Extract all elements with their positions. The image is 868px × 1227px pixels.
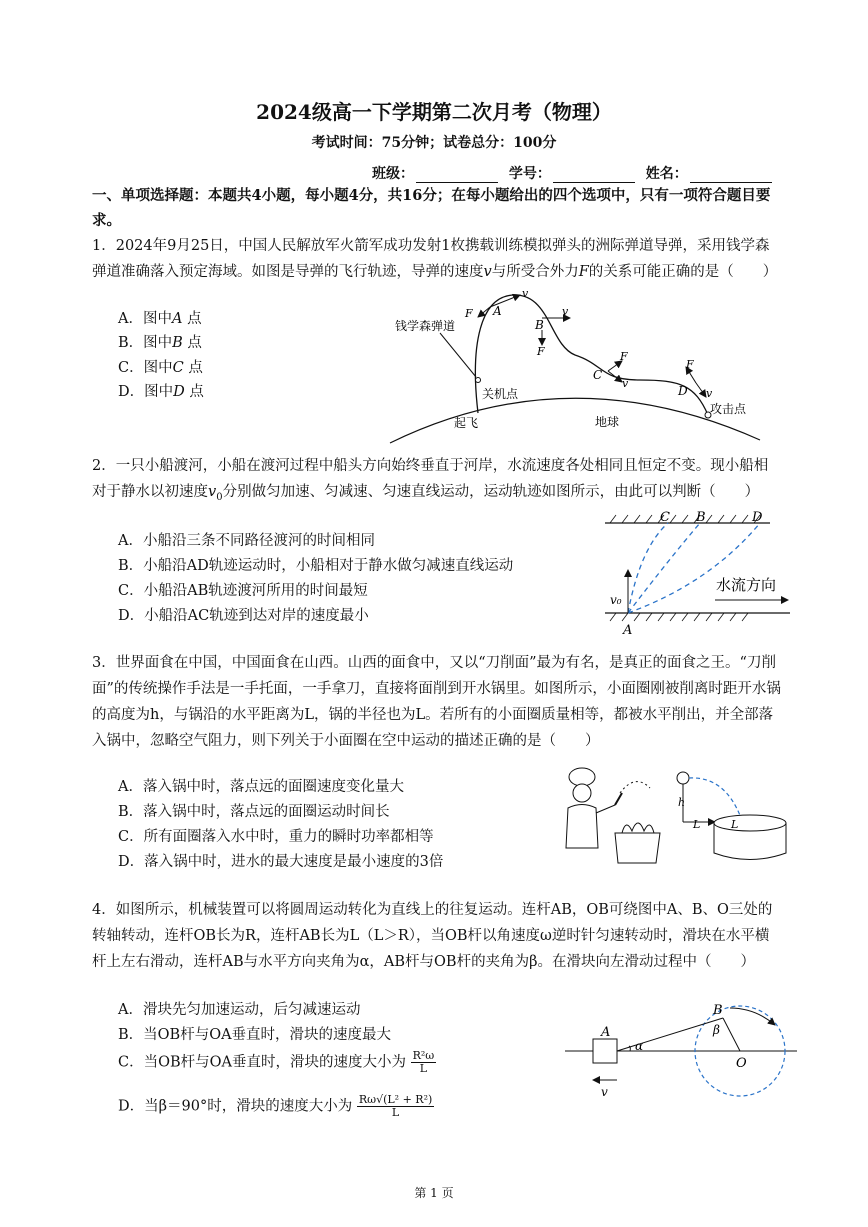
- question-1-stem: 1．2024年9月25日，中国人民解放军火箭军成功发射1枚携载训练模拟弹头的洲际弹道导弹，采用钱学森弹道准确落入预定海域。如图是导弹的飞行轨迹，导弹的速度v与所受合外力F的关系可能正确的是（ ）: [92, 238, 778, 280]
- svg-text:L: L: [731, 818, 739, 831]
- label-launch: 起飞: [454, 416, 479, 430]
- question-4-stem: 4．如图所示，机械装置可以将圆周运动转化为直线上的往复运动。连杆AB，OB可绕图中A、B、O三处的转轴转动，连杆OB长为R，连杆AB长为L（L＞R），当OB杆以角速度ω逆时针匀速转动时，滑块在水平横杆上左右滑动，连杆AB与水平方向夹角为α，AB杆与OB杆的夹角为β。在滑块向左滑动过程中（ ）: [92, 902, 773, 970]
- q4-option-b[interactable]: B．当OB杆与OA垂直时，滑块的速度最大: [118, 1027, 392, 1043]
- question-3-stem: 3．世界面食在中国，中国面食在山西。山西的面食中，又以“刀削面”最为有名，是真正的面食之王。“刀削面”的传统操作手法是一手托面，一手拿刀，直接将面削到开水锅里。如图所示，小面圈刚被削离时距开水锅的高度为h，与锅沿的水平距离为L，锅的半径也为L。若所有的小面圈质量相等，都被水平削出，并全部落入锅中，忽略空气阻力，则下列关于小面圈在空中运动的描述正确的是（ ）: [92, 655, 781, 749]
- page-title: 2024级高一下学期第二次月考（物理）: [256, 100, 612, 124]
- svg-text:B: B: [535, 318, 544, 332]
- svg-text:C: C: [593, 368, 603, 382]
- svg-text:F: F: [686, 358, 694, 371]
- svg-text:L: L: [693, 818, 701, 831]
- label-trajectory: 钱学森弹道: [395, 319, 456, 333]
- name-blank[interactable]: [690, 168, 772, 183]
- q4-d-fraction: $\frac{\text{Rω√(L² + R²)}}{L}$: [358, 1093, 433, 1119]
- question-2-stem: 2．一只小船渡河，小船在渡河过程中船头方向始终垂直于河岸，水流速度各处相同且恒定不变。现小船相对于静水以初速度$v_0$分别做匀加速、匀减速、匀速直线运动，运动轨迹如图所示，由此可以判断（ ）: [92, 458, 769, 503]
- q2-option-b[interactable]: B．小船沿AD轨迹运动时，小船相对于静水做匀减速直线运动: [118, 558, 514, 574]
- svg-text:v: v: [562, 305, 569, 318]
- q3-option-c[interactable]: C．所有面圈落入水中时，重力的瞬时功率都相等: [118, 829, 434, 845]
- q1-option-b[interactable]: B．图中B 点: [118, 335, 202, 351]
- q4-option-a[interactable]: A．滑块先匀加速运动，后匀减速运动: [118, 1002, 361, 1018]
- svg-text:D: D: [752, 510, 763, 525]
- svg-text:F: F: [537, 345, 545, 358]
- class-label: 班级：: [372, 166, 414, 182]
- q4-c-fraction: $\frac{\text{R²ω}}{L}$: [412, 1049, 435, 1075]
- svg-text:A: A: [493, 304, 502, 318]
- q3-option-b[interactable]: B．落入锅中时，落点远的面圈运动时间长: [118, 804, 390, 820]
- q3-option-d[interactable]: D．落入锅中时，进水的最大速度是最小速度的3倍: [118, 854, 444, 870]
- id-label: 学号：: [508, 166, 551, 182]
- id-blank[interactable]: [553, 168, 635, 183]
- svg-text:B: B: [696, 510, 706, 525]
- class-blank[interactable]: [416, 168, 498, 183]
- q1-option-a[interactable]: A．图中A 点: [118, 311, 202, 327]
- svg-text:B: B: [713, 1003, 723, 1018]
- name-label: 姓名：: [645, 166, 688, 182]
- svg-text:A: A: [623, 623, 633, 638]
- q2-option-d[interactable]: D．小船沿AC轨迹到达对岸的速度最小: [118, 608, 369, 624]
- q1-option-d[interactable]: D．图中D 点: [118, 384, 204, 400]
- svg-text:v: v: [706, 387, 713, 400]
- svg-text:O: O: [736, 1056, 747, 1071]
- svg-text:α: α: [635, 1039, 644, 1053]
- svg-text:F: F: [465, 307, 473, 320]
- q2-option-c[interactable]: C．小船沿AB轨迹渡河所用的时间最短: [118, 583, 368, 599]
- q1-trajectory-figure: [390, 285, 770, 445]
- svg-text:h: h: [678, 796, 686, 809]
- svg-text:C: C: [660, 510, 670, 525]
- page-number: 第 1 页: [414, 1186, 454, 1200]
- exam-subtitle: 考试时间：75分钟；试卷总分：100分: [311, 135, 557, 151]
- svg-text:D: D: [678, 384, 688, 398]
- label-impact: 攻击点: [710, 402, 747, 416]
- svg-text:v: v: [601, 1085, 608, 1099]
- q4-option-c[interactable]: C．当OB杆与OA垂直时，滑块的速度大小为 $\frac{\text{R²ω}}{L}$: [118, 1049, 435, 1075]
- q4-linkage-figure: [565, 1003, 800, 1115]
- q3-option-a[interactable]: A．落入锅中时，落点远的面圈速度变化量大: [118, 779, 404, 795]
- label-shutdown: 关机点: [482, 387, 519, 401]
- q3-pot-figure: [675, 768, 795, 873]
- svg-text:β: β: [713, 1023, 720, 1037]
- svg-text:v₀: v₀: [610, 593, 622, 607]
- student-info-line: [372, 163, 778, 183]
- svg-text:v: v: [622, 377, 629, 390]
- q4-option-d[interactable]: D．当β＝90°时，滑块的速度大小为 $\frac{\text{Rω√(L² + R²)}}{L}$: [118, 1093, 433, 1119]
- section-heading: 一、单项选择题：本题共4小题，每小题4分，共16分；在每小题给出的四个选项中，只有一项符合题目要求。: [92, 187, 771, 229]
- q2-river-figure: [600, 508, 800, 638]
- q3-chef-figure: [560, 763, 670, 873]
- svg-text:A: A: [601, 1025, 611, 1040]
- svg-text:F: F: [620, 350, 628, 363]
- svg-text:v: v: [522, 287, 529, 300]
- q2-option-a[interactable]: A．小船沿三条不同路径渡河的时间相同: [118, 533, 375, 549]
- q1-option-c[interactable]: C．图中C 点: [118, 360, 203, 376]
- svg-text:水流方向: 水流方向: [716, 576, 777, 594]
- label-earth: 地球: [595, 415, 620, 429]
